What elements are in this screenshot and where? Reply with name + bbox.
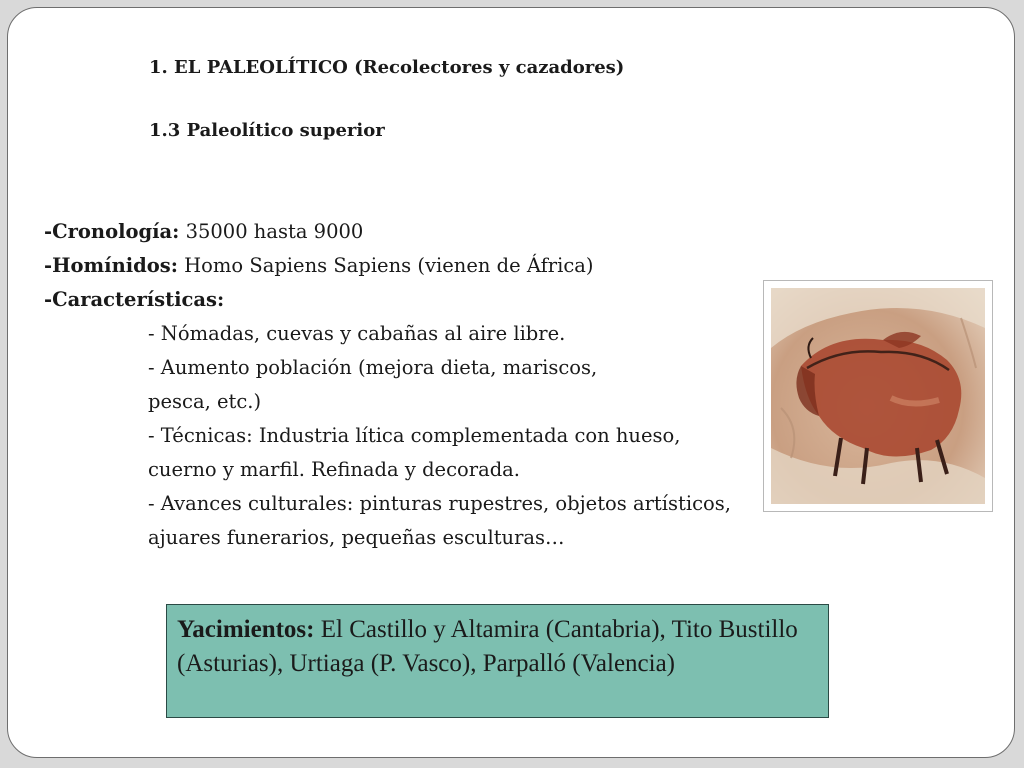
content-block [44,215,764,555]
yacimientos-text: El Castillo y Altamira (Cantabria), Tito Bustillo (Asturias), Urtiaga (P. Vasco), Parpalló (Valencia) [177,616,798,677]
cronologia-line [44,215,764,249]
caracteristicas-item: - Aumento población (mejora dieta, mariscos, [148,356,598,379]
caracteristicas-item: ajuares funerarios, pequeñas esculturas… [148,526,565,549]
caracteristicas-item: cuerno y marfil. Refinada y decorada. [148,458,521,481]
slide-title: 1. EL PALEOLÍTICO (Recolectores y cazadores) [149,57,625,78]
slide [7,7,1015,758]
slide-subtitle: 1.3 Paleolítico superior [149,120,385,141]
yacimientos-label: Yacimientos: [177,616,315,643]
caracteristicas-item: pesca, etc.) [148,390,262,413]
caracteristicas-item: - Técnicas: Industria lítica complementada con hueso, [148,424,681,447]
hominidos-line [44,249,764,283]
yacimientos-callout [166,604,829,718]
caracteristicas-item: - Nómadas, cuevas y cabañas al aire libre. [148,322,566,345]
hominidos-label: -Homínidos: [44,254,178,277]
caracteristicas-label: -Características: [44,288,225,311]
cronologia-label: -Cronología: [44,220,180,243]
cronologia-text: 35000 hasta 9000 [179,220,364,243]
cave-painting-image [763,280,993,512]
bison-painting-icon [771,288,985,504]
caracteristicas-item: - Avances culturales: pinturas rupestres, objetos artísticos, [148,492,731,515]
caracteristicas-line [44,283,764,317]
hominidos-text: Homo Sapiens Sapiens (vienen de África) [177,254,594,277]
